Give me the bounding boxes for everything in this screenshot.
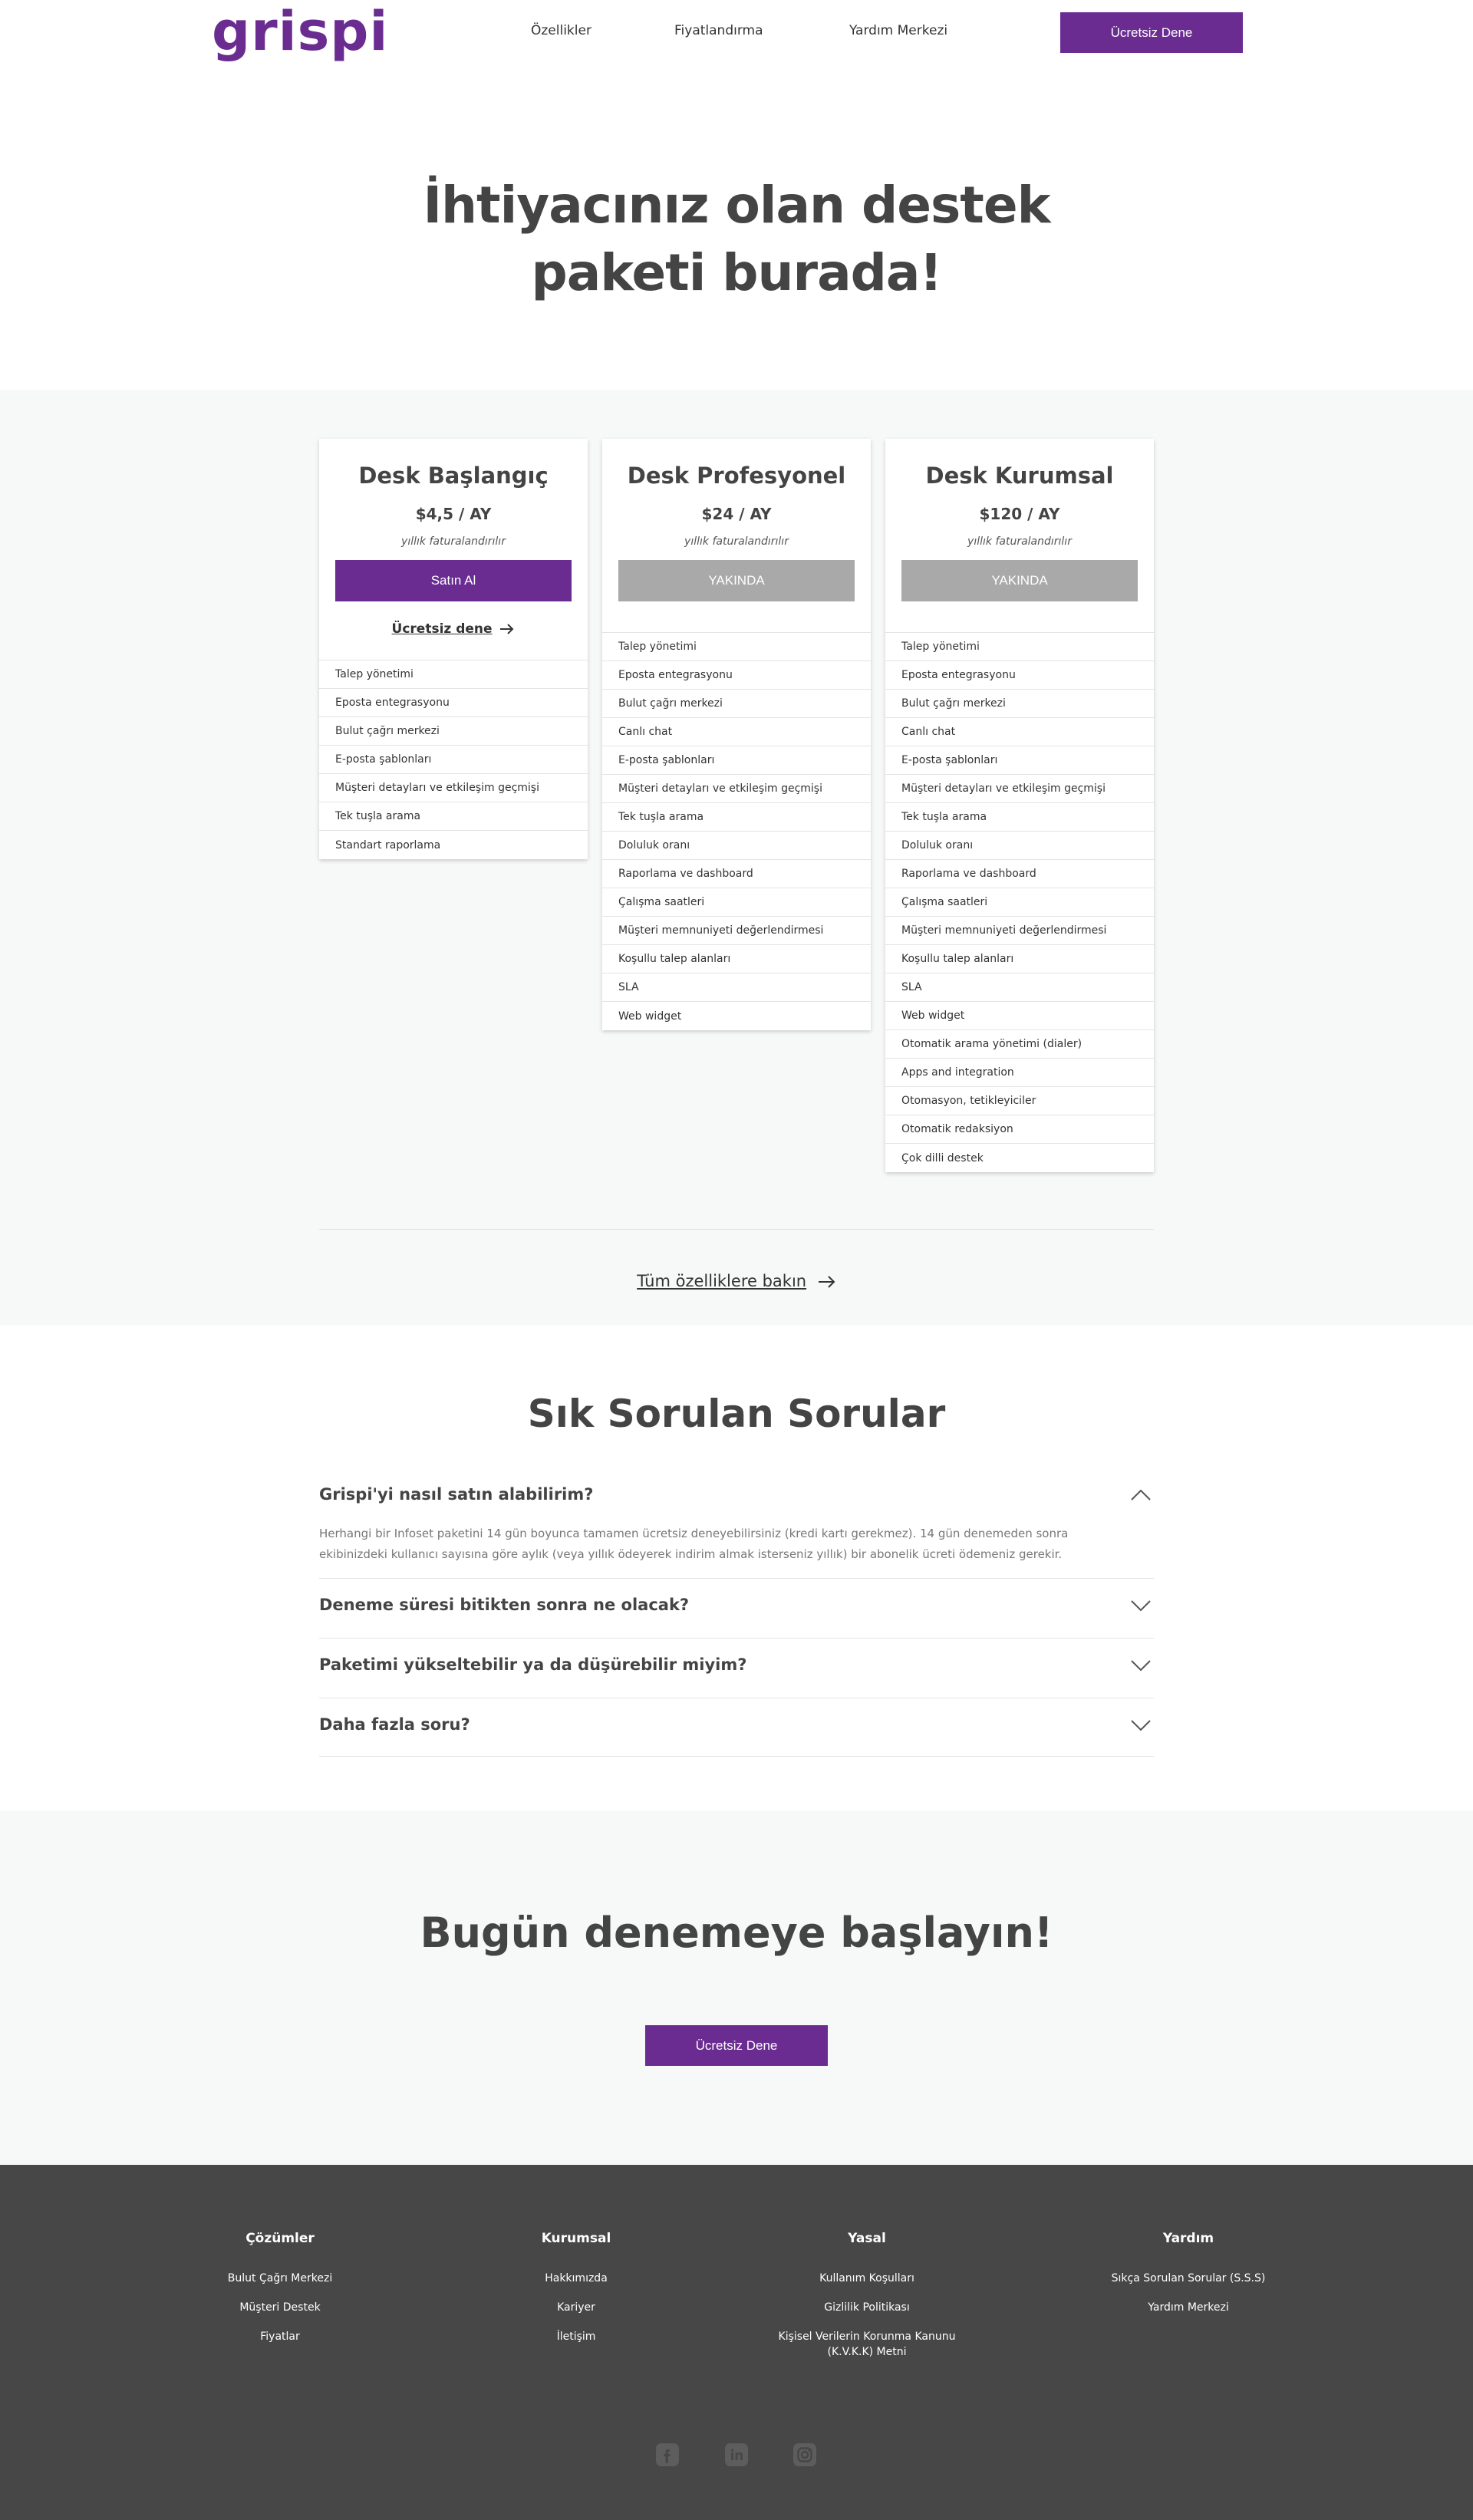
faq-item[interactable] [319, 1579, 1154, 1639]
footer-link[interactable]: Hakkımızda [545, 2272, 608, 2284]
chevron-up-icon[interactable] [1131, 1488, 1151, 1500]
arrow-right-icon [818, 1276, 836, 1288]
feature-list [885, 632, 1154, 1172]
plan-billing-note: yıllık faturalandırılır [684, 535, 789, 548]
feature-item: Doluluk oranı [602, 832, 871, 860]
feature-item: Tek tuşla arama [319, 802, 588, 831]
footer-link[interactable]: Sıkça Sorulan Sorular (S.S.S) [1111, 2272, 1266, 2284]
feature-list [602, 632, 871, 1030]
footer-link[interactable]: Yardım Merkezi [1148, 2301, 1229, 2314]
footer-column-title: Yardım [1162, 2231, 1214, 2246]
feature-item: Otomatik redaksiyon [885, 1115, 1154, 1144]
feature-item: E-posta şablonları [885, 746, 1154, 775]
faq-question[interactable]: Daha fazla soru? [319, 1715, 470, 1734]
feature-item: Raporlama ve dashboard [885, 860, 1154, 888]
footer-link[interactable]: Kişisel Verilerin Korunma Kanunu (K.V.K.K) Metni [778, 2331, 956, 2358]
faq-question[interactable]: Paketimi yükseltebilir ya da düşürebilir miyim? [319, 1655, 747, 1674]
feature-item: Canlı chat [602, 718, 871, 746]
free-trial-button[interactable]: Ücretsiz Dene [1060, 12, 1243, 53]
footer-column-title: Kurumsal [541, 2231, 611, 2246]
nav-features[interactable]: Özellikler [531, 23, 592, 38]
feature-item: Eposta entegrasyonu [319, 689, 588, 717]
feature-item: Koşullu talep alanları [602, 945, 871, 973]
all-features-label: Tüm özelliklere bakın [637, 1272, 807, 1290]
feature-item: SLA [602, 973, 871, 1002]
coming-soon-button[interactable]: YAKINDA [618, 560, 855, 601]
feature-item: Talep yönetimi [602, 633, 871, 661]
feature-item: Canlı chat [885, 718, 1154, 746]
feature-item: Çok dilli destek [901, 1151, 984, 1164]
footer-column-title: Çözümler [246, 2231, 315, 2246]
feature-item: Bulut çağrı merkezi [602, 690, 871, 718]
feature-item: Müşteri detayları ve etkileşim geçmişi [602, 775, 871, 803]
grispi-logo[interactable]: grispi [212, 0, 389, 63]
faq-item-expanded[interactable] [319, 1485, 1154, 1579]
feature-item: E-posta şablonları [602, 746, 871, 775]
feature-item: Eposta entegrasyonu [602, 661, 871, 690]
footer-column-corporate [453, 2231, 699, 2358]
faq-section [0, 1326, 1473, 1810]
plan-price: $120 / AY [979, 505, 1060, 523]
coming-soon-button[interactable]: YAKINDA [901, 560, 1138, 601]
site-footer [0, 2165, 1473, 2520]
footer-link[interactable]: Kullanım Koşulları [819, 2272, 914, 2284]
pricing-section [0, 390, 1473, 1326]
faq-title: Sık Sorulan Sorular [527, 1392, 946, 1436]
footer-link[interactable]: Kariyer [557, 2301, 595, 2314]
feature-item: Koşullu talep alanları [885, 945, 1154, 973]
nav-help-center[interactable]: Yardım Merkezi [849, 23, 948, 38]
feature-item: Raporlama ve dashboard [602, 860, 871, 888]
feature-item: Çalışma saatleri [885, 888, 1154, 917]
feature-item: Apps and integration [885, 1059, 1154, 1087]
footer-link[interactable]: Gizlilik Politikası [824, 2301, 910, 2314]
feature-item: Doluluk oranı [885, 832, 1154, 860]
linkedin-icon[interactable] [724, 2443, 749, 2467]
footer-column-title: Yasal [848, 2231, 886, 2246]
feature-item: Çalışma saatleri [602, 888, 871, 917]
free-trial-link-label: Ücretsiz dene [391, 621, 493, 637]
faq-item[interactable] [319, 1698, 1154, 1757]
feature-item: Eposta entegrasyonu [885, 661, 1154, 690]
feature-item: E-posta şablonları [319, 746, 588, 774]
chevron-down-icon[interactable] [1131, 1600, 1151, 1612]
footer-column-solutions [157, 2231, 403, 2358]
site-header [0, 0, 1473, 64]
buy-button[interactable]: Satın Al [335, 560, 572, 601]
footer-link[interactable]: Fiyatlar [260, 2331, 300, 2343]
feature-list [319, 660, 588, 859]
nav-pricing[interactable]: Fiyatlandırma [674, 23, 763, 38]
faq-item[interactable] [319, 1639, 1154, 1698]
start-title: Bugün denemeye başlayın! [420, 1909, 1053, 1957]
footer-link[interactable]: İletişim [556, 2331, 596, 2343]
feature-item: Tek tuşla arama [602, 803, 871, 832]
feature-item: SLA [885, 973, 1154, 1002]
instagram-icon[interactable] [793, 2443, 817, 2467]
plan-name: Desk Profesyonel [627, 463, 846, 489]
feature-item: Müşteri memnuniyeti değerlendirmesi [885, 917, 1154, 945]
all-features-link[interactable] [0, 1272, 1473, 1290]
footer-column-help [1066, 2231, 1311, 2329]
feature-item: Bulut çağrı merkezi [885, 690, 1154, 718]
facebook-icon[interactable] [655, 2443, 680, 2467]
faq-question[interactable]: Grispi'yi nasıl satın alabilirim? [319, 1485, 594, 1504]
footer-column-legal [744, 2231, 990, 2373]
divider [319, 1229, 1154, 1230]
chevron-down-icon[interactable] [1131, 1660, 1151, 1672]
feature-item: Otomasyon, tetikleyiciler [885, 1087, 1154, 1115]
free-trial-button[interactable]: Ücretsiz Dene [645, 2025, 828, 2066]
hero-title: İhtiyacınız olan destek paketi burada! [423, 176, 1050, 302]
plan-card-professional [602, 439, 871, 1030]
start-trial-section [0, 1810, 1473, 2165]
plan-name: Desk Kurumsal [925, 463, 1114, 489]
plan-name: Desk Başlangıç [358, 463, 549, 489]
feature-item: Web widget [885, 1002, 1154, 1030]
hero-section [0, 64, 1473, 390]
plan-billing-note: yıllık faturalandırılır [401, 535, 506, 548]
feature-item: Talep yönetimi [885, 633, 1154, 661]
plan-card-starter [319, 439, 588, 859]
chevron-down-icon[interactable] [1131, 1720, 1151, 1732]
feature-item: Müşteri detayları ve etkileşim geçmişi [885, 775, 1154, 803]
feature-item: Web widget [618, 1010, 682, 1023]
feature-item: Bulut çağrı merkezi [319, 717, 588, 746]
plan-price: $24 / AY [701, 505, 772, 523]
arrow-right-icon [499, 624, 515, 634]
faq-question[interactable]: Deneme süresi bitikten sonra ne olacak? [319, 1596, 690, 1614]
feature-item: Otomatik arama yönetimi (dialer) [885, 1030, 1154, 1059]
footer-link[interactable]: Müşteri Destek [239, 2301, 321, 2314]
feature-item: Standart raporlama [335, 838, 441, 852]
plan-card-enterprise [885, 439, 1154, 1172]
free-trial-link[interactable] [319, 621, 588, 637]
feature-item: Müşteri memnuniyeti değerlendirmesi [602, 917, 871, 945]
feature-item: Tek tuşla arama [885, 803, 1154, 832]
feature-item: Müşteri detayları ve etkileşim geçmişi [319, 774, 588, 802]
footer-link[interactable]: Bulut Çağrı Merkezi [227, 2272, 333, 2284]
feature-item: Talep yönetimi [319, 660, 588, 689]
plan-price: $4,5 / AY [415, 505, 492, 523]
faq-answer: Herhangi bir Infoset paketini 14 gün boyunca tamamen ücretsiz deneyebilirsiniz (kredi kartı gerekmez). 14 gün denemeden sonra ekibinizdeki kullanıcı sayısına göre aylık (veya yıllık ödeyerek indirim almak isterseniz yıllık) bir abonelik ücreti ödemeniz gerekir. [319, 1527, 1069, 1561]
plan-billing-note: yıllık faturalandırılır [967, 535, 1072, 548]
